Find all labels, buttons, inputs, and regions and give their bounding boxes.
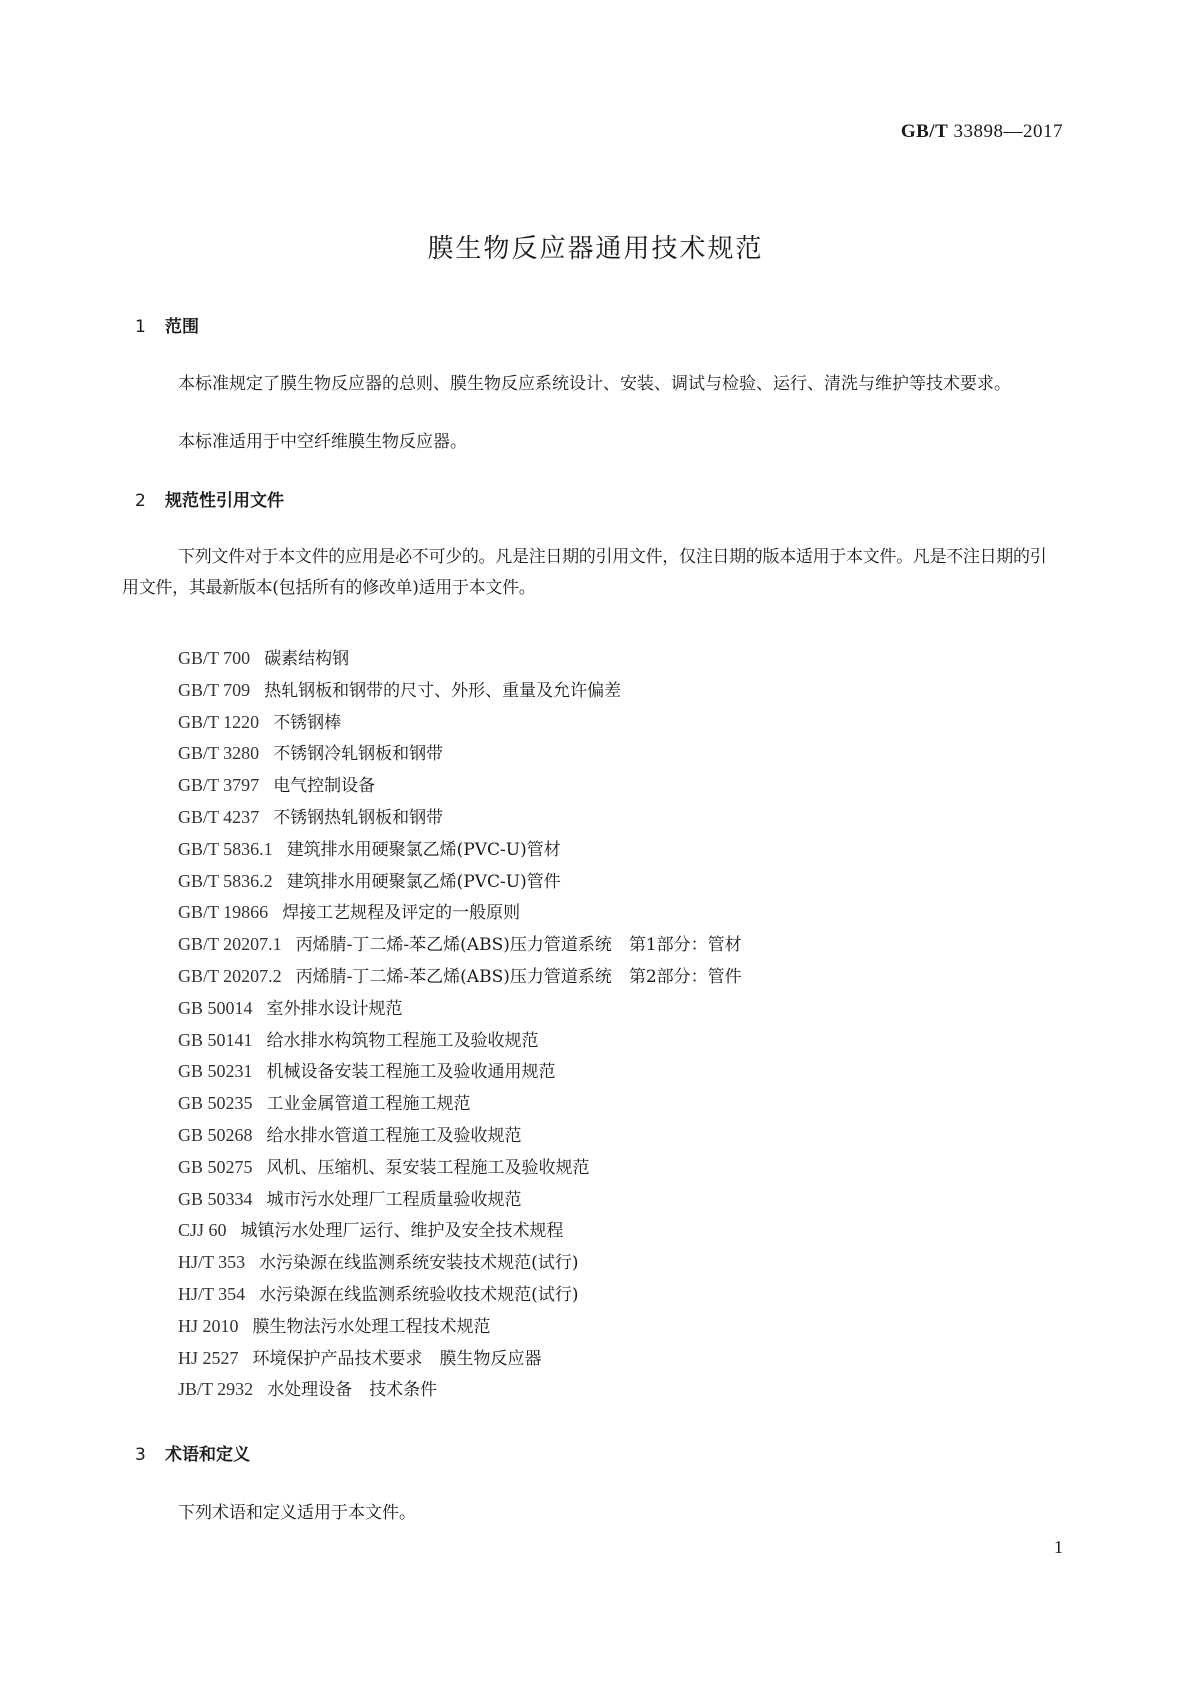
reference-title: 水污染源在线监测系统安装技术规范(试行) [259, 1253, 579, 1274]
reference-title: 不锈钢冷轧钢板和钢带 [273, 744, 444, 765]
reference-code: GB/T 20207.1 [178, 934, 282, 955]
section-number: 1 [135, 317, 146, 337]
reference-title: 丙烯腈-丁二烯-苯乙烯(ABS)压力管道系统 第1部分：管材 [295, 935, 742, 956]
reference-item [178, 897, 742, 929]
references-intro-paragraph [122, 542, 1062, 604]
reference-item [178, 1088, 742, 1120]
reference-title: 工业金属管道工程施工规范 [266, 1094, 471, 1115]
reference-title: 机械设备安装工程施工及验收通用规范 [266, 1062, 556, 1083]
reference-title: 电气控制设备 [273, 776, 376, 797]
reference-code: HJ/T 353 [178, 1252, 246, 1273]
page-number: 1 [1054, 1537, 1063, 1557]
reference-title: 水处理设备 技术条件 [267, 1380, 438, 1401]
reference-code: GB 50235 [178, 1093, 253, 1114]
reference-list [178, 643, 742, 1406]
reference-code: JB/T 2932 [178, 1379, 254, 1400]
reference-item [178, 866, 742, 898]
reference-item [178, 1374, 742, 1406]
reference-item [178, 675, 742, 707]
reference-title: 热轧钢板和钢带的尺寸、外形、重量及允许偏差 [264, 680, 622, 701]
reference-item [178, 1120, 742, 1152]
reference-title: 环境保护产品技术要求 膜生物反应器 [252, 1348, 542, 1369]
reference-item [178, 1311, 742, 1343]
reference-title: 室外排水设计规范 [266, 998, 403, 1019]
section-title: 范围 [165, 317, 199, 337]
document-title: 膜生物反应器通用技术规范 [427, 234, 764, 264]
section-title: 规范性引用文件 [165, 491, 284, 511]
paragraph-text: 本标准规定了膜生物反应器的总则、膜生物反应系统设计、安装、调试与检验、运行、清洗与维护等技术要求。 [178, 374, 1011, 394]
reference-code: GB 50268 [178, 1124, 253, 1145]
reference-item [178, 770, 742, 802]
reference-item [178, 929, 742, 961]
reference-code: GB 50334 [178, 1188, 253, 1209]
reference-code: GB/T 5836.2 [178, 870, 273, 891]
reference-title: 膜生物法污水处理工程技术规范 [252, 1316, 491, 1337]
reference-item [178, 1184, 742, 1216]
reference-title: 建筑排水用硬聚氯乙烯(PVC-U)管材 [286, 839, 561, 860]
paragraph-text: 本标准适用于中空纤维膜生物反应器。 [178, 432, 467, 452]
reference-code: GB 50275 [178, 1156, 253, 1177]
paragraph-text: 下列术语和定义适用于本文件。 [178, 1503, 416, 1523]
standard-number [901, 121, 1063, 143]
reference-code: HJ/T 354 [178, 1283, 246, 1304]
reference-item [178, 1025, 742, 1057]
section-heading-terms-definitions [135, 1440, 250, 1465]
reference-code: GB/T 5836.1 [178, 838, 273, 859]
reference-title: 风机、压缩机、泵安装工程施工及验收规范 [266, 1157, 590, 1178]
reference-code: GB 50141 [178, 1029, 253, 1050]
reference-code: GB/T 19866 [178, 902, 269, 923]
standard-prefix: GB/T [900, 121, 949, 142]
reference-code: GB 50231 [178, 1061, 253, 1082]
section-title: 术语和定义 [165, 1445, 250, 1465]
reference-code: GB/T 700 [178, 648, 251, 668]
reference-item [178, 834, 742, 866]
section-heading-normative-references [135, 486, 284, 511]
reference-code: HJ 2010 [178, 1315, 239, 1336]
reference-title: 碳素结构钢 [264, 649, 350, 669]
reference-item [178, 961, 742, 993]
reference-item [178, 1152, 742, 1184]
reference-title: 城市污水处理厂工程质量验收规范 [266, 1189, 522, 1210]
scope-paragraph-1 [122, 369, 1062, 400]
reference-item [178, 1247, 742, 1279]
reference-code: GB 50014 [178, 997, 253, 1018]
reference-item [178, 993, 742, 1025]
reference-title: 焊接工艺规程及评定的一般原则 [282, 903, 521, 924]
reference-item [178, 1343, 742, 1375]
section-number: 3 [135, 1445, 146, 1465]
reference-title: 建筑排水用硬聚氯乙烯(PVC-U)管件 [286, 871, 561, 892]
scope-paragraph-2 [122, 427, 1062, 458]
reference-title: 城镇污水处理厂运行、维护及安全技术规程 [240, 1221, 564, 1242]
reference-title: 不锈钢热轧钢板和钢带 [273, 807, 444, 828]
reference-item [178, 1279, 742, 1311]
reference-code: HJ 2527 [178, 1347, 239, 1368]
reference-title: 水污染源在线监测系统验收技术规范(试行) [259, 1284, 579, 1305]
standard-code: 33898—2017 [953, 121, 1063, 142]
reference-code: GB/T 1220 [178, 711, 260, 732]
reference-code: GB/T 20207.2 [178, 965, 282, 986]
paragraph-text: 下列文件对于本文件的应用是必不可少的。凡是注日期的引用文件，仅注日期的版本适用于本文件。凡是不注日期的引用文件，其最新版本(包括所有的修改单)适用于本文件。 [122, 547, 1047, 598]
terms-paragraph [122, 1498, 1062, 1529]
reference-title: 不锈钢棒 [273, 712, 342, 733]
reference-code: GB/T 3797 [178, 775, 260, 796]
reference-item [178, 707, 742, 739]
reference-title: 给水排水构筑物工程施工及验收规范 [266, 1030, 539, 1051]
reference-title: 给水排水管道工程施工及验收规范 [266, 1125, 522, 1146]
reference-item [178, 1056, 742, 1088]
reference-item [178, 802, 742, 834]
reference-item [178, 643, 742, 675]
section-number: 2 [135, 491, 146, 511]
reference-title: 丙烯腈-丁二烯-苯乙烯(ABS)压力管道系统 第2部分：管件 [295, 966, 742, 987]
section-heading-scope [135, 312, 199, 337]
reference-code: GB/T 4237 [178, 806, 260, 827]
reference-code: CJJ 60 [178, 1220, 227, 1241]
reference-code: GB/T 709 [178, 679, 251, 700]
reference-item [178, 1215, 742, 1247]
reference-item [178, 738, 742, 770]
reference-code: GB/T 3280 [178, 743, 260, 764]
